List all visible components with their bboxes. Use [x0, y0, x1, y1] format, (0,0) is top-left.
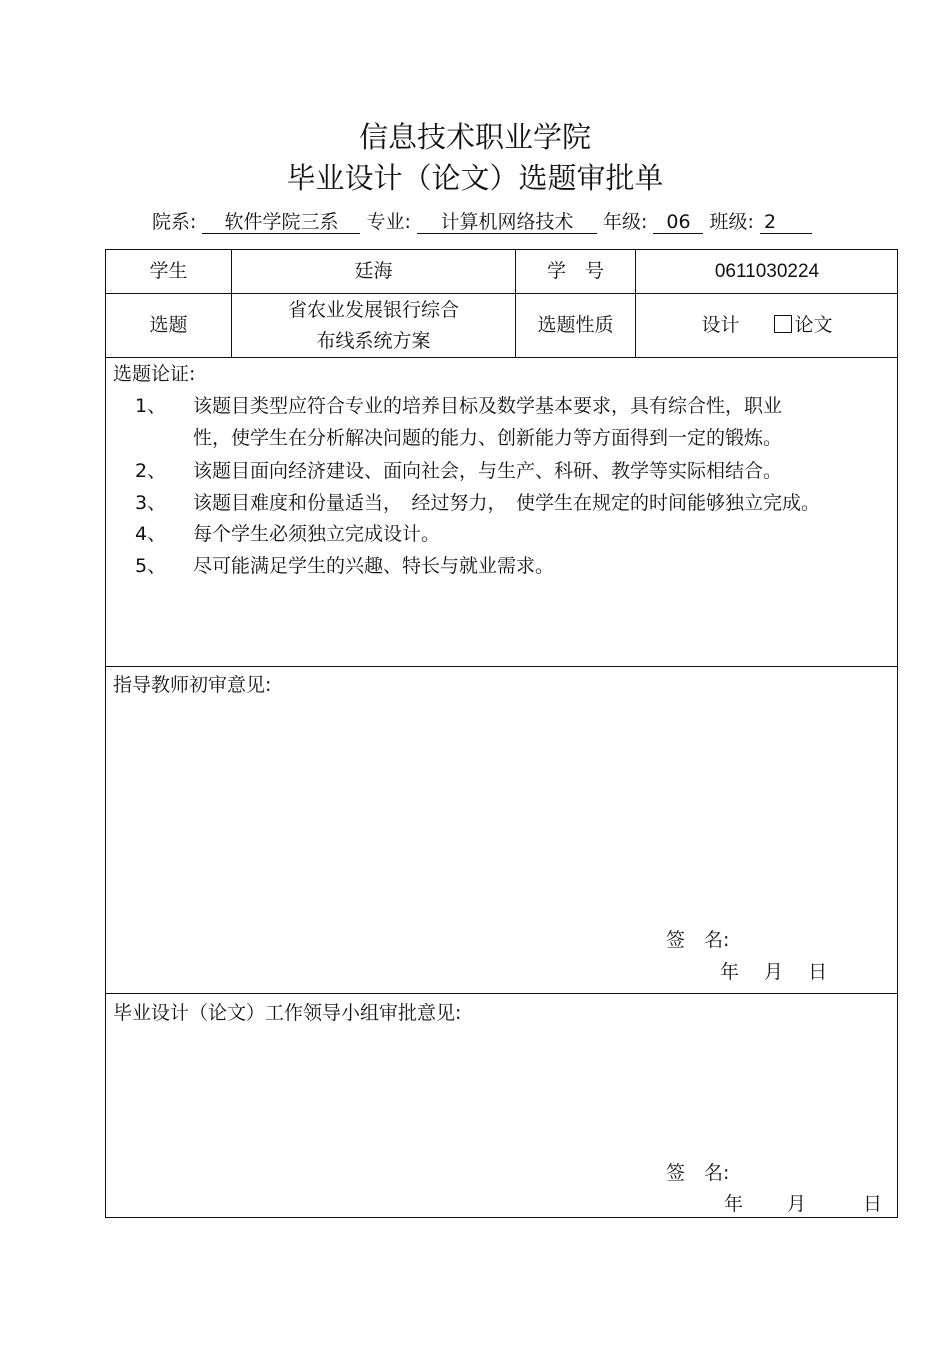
class-value: 2 — [760, 211, 812, 234]
item-number: 3、 — [135, 492, 167, 514]
nature-thesis-option[interactable] — [774, 310, 833, 341]
argument-item — [135, 390, 782, 422]
student-name: 廷海 — [354, 260, 393, 282]
class-label: 班级: — [709, 211, 754, 233]
argument-item — [135, 487, 820, 519]
student-id-label: 学 号 — [546, 260, 604, 282]
topic-value — [232, 294, 515, 357]
topic-line: 布线系统方案 — [316, 329, 431, 352]
row-divider — [105, 357, 898, 358]
document-subtitle: 毕业设计（论文）选题审批单 — [286, 161, 664, 195]
dept-label: 院系: — [152, 211, 197, 233]
item-continuation: 性，使学生在分析解决问题的能力、创新能力等方面得到一定的锻炼。 — [193, 427, 783, 449]
thesis-checkbox[interactable] — [774, 315, 792, 333]
row-divider — [105, 666, 898, 667]
topic-nature-label: 选题性质 — [537, 314, 614, 336]
item-text: 该题目面向经济建设、面向社会，与生产、科研、教学等实际相结合。 — [193, 460, 783, 482]
row-divider — [105, 993, 898, 994]
argument-label: 选题论证: — [113, 363, 196, 385]
advisor-date-label: 年 月 日 — [720, 961, 828, 983]
item-number: 5、 — [135, 555, 167, 577]
item-text: 该题目难度和份量适当， 经过努力， 使学生在规定的时间能够独立完成。 — [193, 492, 821, 514]
committee-date-label: 年 月 日 — [724, 1193, 883, 1215]
document-title: 信息技术职业学院 — [358, 120, 591, 154]
info-row — [152, 210, 852, 234]
item-number: 1、 — [135, 395, 167, 417]
item-number: 2、 — [135, 460, 167, 482]
dept-value: 软件学院三系 — [202, 211, 360, 234]
committee-signature-label: 签 名: — [666, 1162, 730, 1184]
advisor-signature-label: 签 名: — [666, 929, 730, 951]
item-text: 该题目类型应符合专业的培养目标及数学基本要求，具有综合性，职业 — [193, 395, 783, 417]
topic-label: 选题 — [149, 314, 188, 336]
student-label: 学生 — [149, 260, 188, 282]
major-value: 计算机网络技术 — [417, 211, 597, 234]
advisor-opinion-label: 指导教师初审意见: — [113, 674, 272, 696]
grade-value: 06 — [653, 211, 703, 234]
topic-nature-options — [636, 294, 898, 357]
item-number: 4、 — [135, 523, 167, 545]
argument-item — [135, 550, 554, 582]
committee-opinion-label: 毕业设计（论文）工作领导小组审批意见: — [113, 1002, 462, 1024]
argument-item — [135, 455, 782, 487]
item-text: 尽可能满足学生的兴趣、特长与就业需求。 — [193, 555, 555, 577]
major-label: 专业: — [366, 211, 411, 233]
grade-label: 年级: — [603, 211, 648, 233]
item-text: 每个学生必须独立完成设计。 — [193, 523, 441, 545]
argument-item — [135, 518, 440, 550]
nature-thesis: 论文 — [794, 314, 833, 336]
student-id-value: 0611030224 — [714, 261, 820, 282]
topic-line: 省农业发展银行综合 — [287, 298, 459, 321]
nature-design: 设计 — [701, 314, 740, 336]
